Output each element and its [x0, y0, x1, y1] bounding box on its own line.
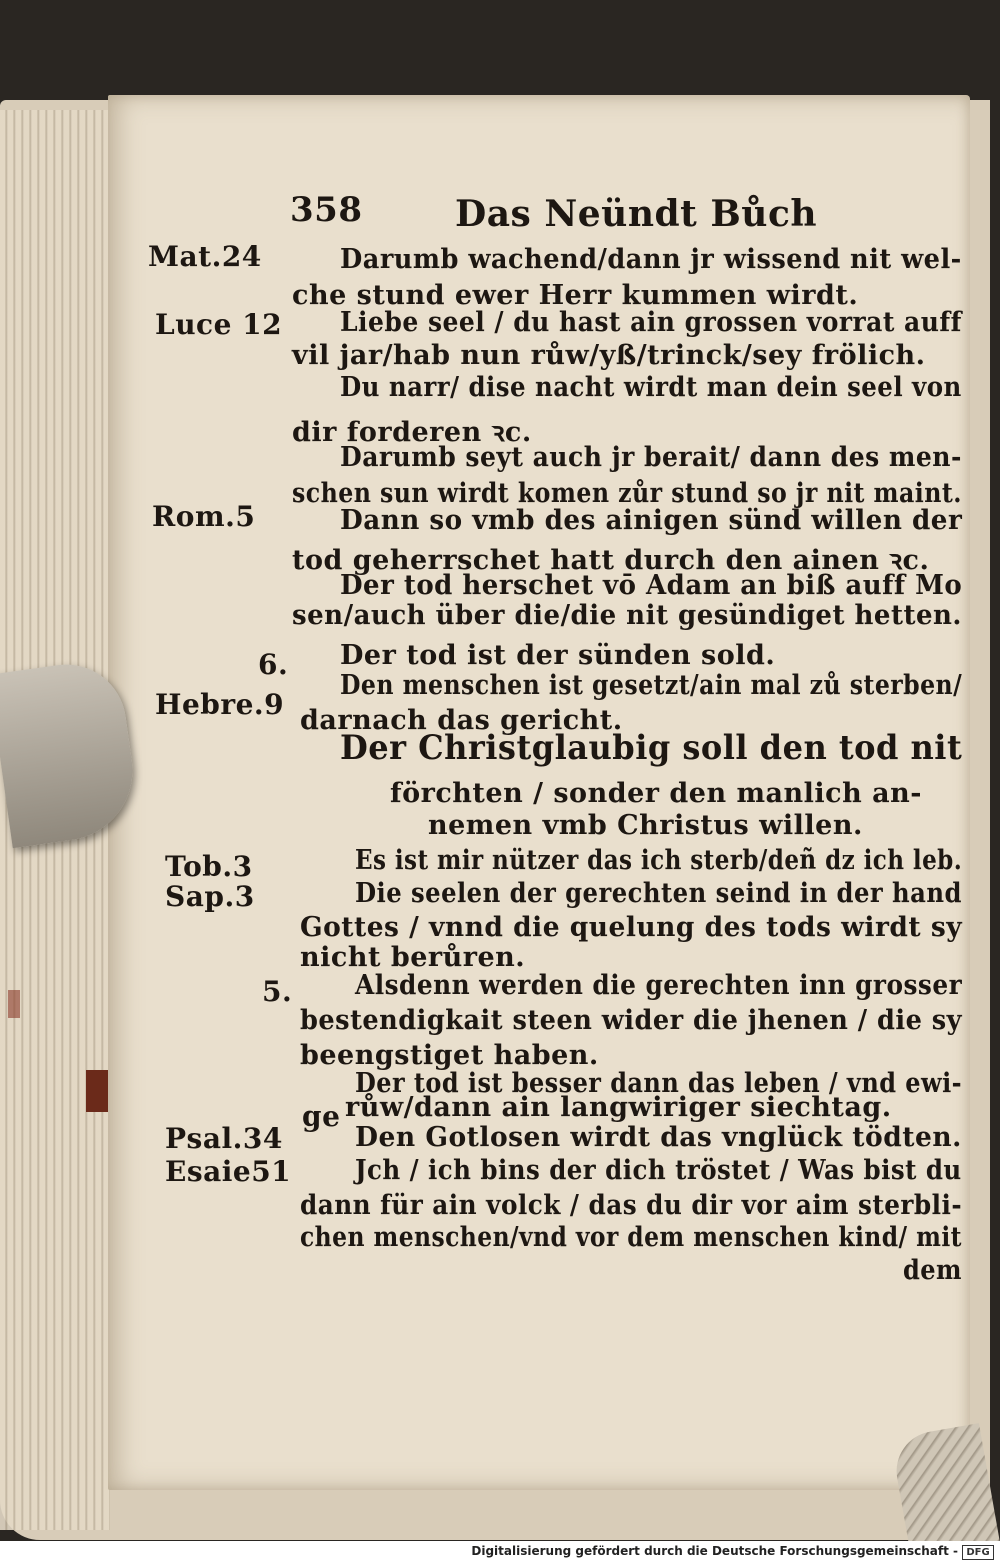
text-line: Den menschen ist gesetzt/ain mal zů sterben/ — [340, 670, 963, 701]
section-heading: förchten / sonder den manlich an- — [390, 778, 922, 809]
margin-note: Sap.3 — [165, 880, 255, 913]
margin-note: Mat.24 — [148, 240, 262, 273]
running-head: Das Neündt Bůch — [455, 193, 818, 235]
text-line: růw/dann ain langwiriger siechtag. — [345, 1092, 892, 1123]
dfg-logo: DFG — [962, 1545, 994, 1560]
margin-note: Esaie51 — [165, 1155, 292, 1188]
text-line: vil jar/hab nun růw/yß/trinck/sey frölich. — [292, 340, 926, 371]
section-heading: nemen vmb Christus willen. — [428, 810, 863, 841]
text-line: Der tod ist besser dann das leben / vnd ewi- — [355, 1068, 963, 1099]
text-line: Du narr/ dise nacht wirdt man dein seel von — [340, 372, 962, 403]
text-line: Gottes / vnnd die quelung des tods wirdt sy — [300, 912, 963, 943]
funding-credit: Digitalisierung gefördert durch die Deutsche Forschungsgemeinschaft - — [471, 1544, 958, 1558]
red-mark — [8, 990, 20, 1018]
text-line: Alsdenn werden die gerechten inn grosser — [355, 970, 963, 1001]
margin-note: 5. — [262, 975, 293, 1008]
margin-note: 6. — [258, 648, 289, 681]
margin-note: Rom.5 — [152, 500, 256, 533]
margin-note: Luce 12 — [155, 308, 283, 341]
text-line: sen/auch über die/die nit gesündiget hetten. — [292, 600, 962, 631]
text-line: bestendigkait steen wider die jhenen / die sy — [300, 1005, 963, 1036]
text-line: Der tod herschet vō Adam an biß auff Mo — [340, 570, 963, 601]
text-line: Dann so vmb des ainigen sünd willen der — [340, 505, 963, 536]
text-line: darnach das gericht. — [300, 705, 623, 736]
text-line: Darumb wachend/dann jr wissend nit wel- — [340, 244, 962, 275]
margin-note: Tob.3 — [165, 850, 253, 883]
margin-note: Hebre.9 — [155, 688, 285, 721]
text-line: Jch / ich bins der dich tröstet / Was bist du — [355, 1155, 962, 1186]
text-line: chen menschen/vnd vor dem menschen kind/ mit — [300, 1222, 962, 1253]
text-line: dir forderen ꝛc. — [292, 417, 532, 448]
margin-note: Psal.34 — [165, 1122, 283, 1155]
text-line: Der tod ist der sünden sold. — [340, 640, 776, 671]
text-line: beengstiget haben. — [300, 1040, 599, 1071]
text-line: che stund ewer Herr kummen wirdt. — [292, 280, 859, 311]
section-heading: Der Christglaubig soll den tod nit — [340, 728, 963, 768]
text-line: tod geherrschet hatt durch den ainen ꝛc. — [292, 545, 930, 576]
text-line: dann für ain volck / das du dir vor aim sterbli- — [300, 1190, 963, 1221]
text-line: Darumb seyt auch jr berait/ dann des men- — [340, 442, 962, 473]
text-line: schen sun wirdt komen zůr stund so jr nit maint. — [292, 478, 962, 509]
text-line: Die seelen der gerechten seind in der hand — [355, 878, 962, 909]
text-line: Den Gotlosen wirdt das vnglück tödten. — [355, 1122, 962, 1153]
folio-number: 358 — [290, 190, 363, 230]
text-line: nicht berůren. — [300, 942, 526, 973]
red-tab — [86, 1070, 108, 1112]
catchword: dem — [903, 1255, 962, 1286]
margin-note: ge — [302, 1100, 341, 1133]
text-line: Liebe seel / du hast ain grossen vorrat auff — [340, 307, 962, 338]
text-line: Es ist mir nützer das ich sterb/deñ dz ich leb. — [355, 845, 963, 876]
